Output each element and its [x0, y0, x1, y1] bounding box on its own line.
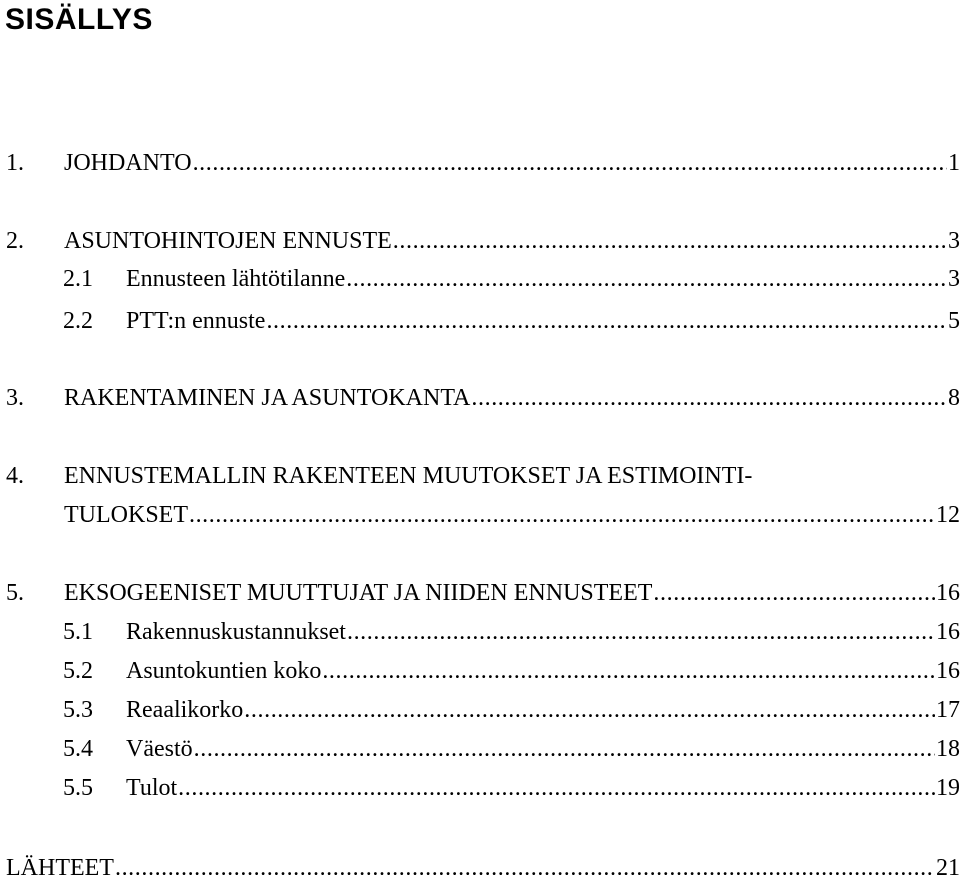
- toc-leader: [653, 578, 935, 608]
- toc-entry-5-1[interactable]: [63, 617, 960, 647]
- toc-title: Ennusteen lähtötilanne: [126, 266, 346, 292]
- toc-title: Asuntokuntien koko: [126, 658, 322, 684]
- toc-number: 2.2: [63, 308, 93, 334]
- toc-page-number: 3: [948, 228, 960, 254]
- toc-title: Reaalikorko: [126, 697, 244, 723]
- toc-leader: [347, 617, 935, 647]
- toc-title: RAKENTAMINEN JA ASUNTOKANTA: [64, 385, 471, 411]
- toc-leader: [115, 853, 935, 883]
- toc-title: PTT:n ennuste: [126, 308, 266, 334]
- toc-leader: [178, 773, 935, 803]
- toc-title: EKSOGEENISET MUUTTUJAT JA NIIDEN ENNUSTEET: [64, 580, 653, 606]
- toc-number: 5.4: [63, 736, 93, 762]
- toc-leader: [346, 264, 947, 294]
- toc-number: 1.: [6, 150, 24, 176]
- toc-entry-4[interactable]: [6, 461, 752, 491]
- toc-leader: [266, 306, 947, 336]
- toc-entry-2-2[interactable]: [63, 306, 960, 336]
- toc-number: 4.: [6, 463, 24, 489]
- toc-title: Rakennuskustannukset: [126, 619, 346, 645]
- toc-entry-3[interactable]: [6, 383, 960, 413]
- toc-page-number: 5: [948, 308, 960, 334]
- toc-number: 5.2: [63, 658, 93, 684]
- toc-entry-1[interactable]: [6, 148, 960, 178]
- toc-page-number: 17: [936, 697, 960, 723]
- toc-page-number: 8: [948, 385, 960, 411]
- toc-number: 5.3: [63, 697, 93, 723]
- toc-entry-2-1[interactable]: [63, 264, 960, 294]
- toc-page-number: 16: [936, 619, 960, 645]
- toc-leader: [193, 148, 947, 178]
- toc-page-number: 1: [948, 150, 960, 176]
- toc-leader: [471, 383, 947, 413]
- toc-entry-5[interactable]: [6, 578, 960, 608]
- toc-page-number: 21: [936, 855, 960, 881]
- toc-leader: [322, 656, 935, 686]
- toc-entry-4-continued[interactable]: [64, 500, 960, 530]
- toc-page-number: 12: [936, 502, 960, 528]
- page-title: SISÄLLYS: [5, 3, 153, 36]
- toc-leader: [194, 734, 935, 764]
- toc-number: 5.5: [63, 775, 93, 801]
- toc-title: ENNUSTEMALLIN RAKENTEEN MUUTOKSET JA ESTIMOINTI-: [64, 463, 753, 489]
- toc-title: Tulot: [126, 775, 178, 801]
- toc-title: JOHDANTO: [64, 150, 192, 176]
- toc-page-number: 3: [948, 266, 960, 292]
- toc-number: 2.1: [63, 266, 93, 292]
- toc-page-number: 16: [936, 658, 960, 684]
- toc-number: 5.: [6, 580, 24, 606]
- toc-entry-5-2[interactable]: [63, 656, 960, 686]
- toc-entry-5-5[interactable]: [63, 773, 960, 803]
- toc-title: Väestö: [126, 736, 193, 762]
- toc-title: TULOKSET: [64, 502, 188, 528]
- toc-number: 5.1: [63, 619, 93, 645]
- toc-title: ASUNTOHINTOJEN ENNUSTE: [64, 228, 392, 254]
- toc-leader: [189, 500, 935, 530]
- toc-entry-5-4[interactable]: [63, 734, 960, 764]
- toc-title: LÄHTEET: [6, 855, 114, 881]
- toc-number: 2.: [6, 228, 24, 254]
- toc-entry-references[interactable]: [6, 853, 960, 883]
- toc-page-number: 16: [936, 580, 960, 606]
- toc-entry-2[interactable]: [6, 226, 960, 256]
- toc-page-number: 19: [936, 775, 960, 801]
- toc-leader: [393, 226, 947, 256]
- toc-page-number: 18: [936, 736, 960, 762]
- toc-entry-5-3[interactable]: [63, 695, 960, 725]
- toc-number: 3.: [6, 385, 24, 411]
- toc-leader: [244, 695, 935, 725]
